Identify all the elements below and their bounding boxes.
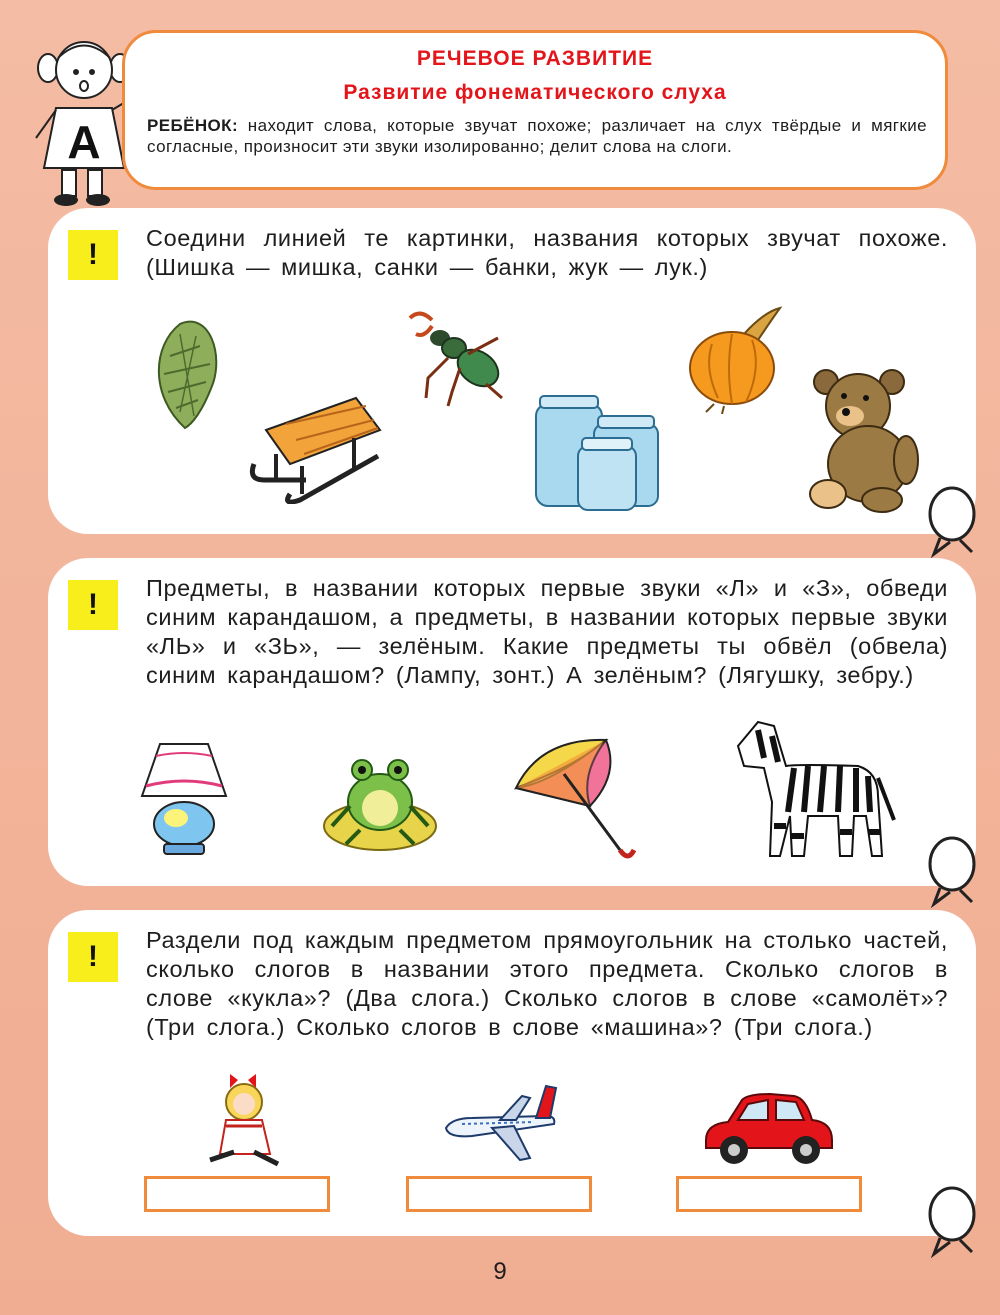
task-card-2	[48, 558, 976, 886]
umbrella-icon	[510, 734, 640, 864]
header-panel	[122, 30, 948, 190]
section-title: РЕЧЕВОЕ РАЗВИТИЕ	[416, 47, 654, 70]
mascot-letter: А	[67, 116, 101, 168]
airplane-icon	[442, 1076, 562, 1166]
exclamation-mark: !	[68, 230, 118, 280]
pinecone-icon	[140, 316, 230, 436]
child-label: РЕБЁНОК:	[147, 116, 239, 135]
speech-bubble-icon	[924, 1184, 984, 1260]
child-description: находит слова, которые звучат похоже; различает на слух твёрдые и мягкие согласные, произносит эти звуки изолированно; делит слова на слоги.	[147, 116, 927, 156]
task-text-2: Предметы, в названии которых первые звуки «Л» и «З», обведи синим карандашом, а предметы, в названии которых первые звуки «ЛЬ» и «ЗЬ», — зелёным. Какие предметы ты обвёл (обвела) синим карандашом? (Лампу, зонт.) А зелёным? (Лягушку, зебру.)	[146, 575, 948, 688]
task-card-3	[48, 910, 976, 1236]
task-card-1	[48, 208, 976, 534]
beetle-icon	[398, 308, 508, 408]
zebra-icon	[728, 716, 898, 866]
sled-icon	[246, 394, 396, 504]
jars-icon	[526, 394, 666, 514]
syllable-box-doll[interactable]	[144, 1176, 330, 1212]
task-text-3: Раздели под каждым предметом прямоугольник на столько частей, сколько слогов в названии этого предмета. Сколько слогов в слове «кукла»? (Два слога.) Сколько слогов в слове «самолёт»? (Три слога.) Сколько слогов в слове «машина»? (Три слога.)	[146, 927, 948, 1040]
syllable-box-airplane[interactable]	[406, 1176, 592, 1212]
task-text-1: Соедини линией те картинки, названия которых звучат похоже. (Шишка — мишка, санки — банки, жук — лук.)	[146, 225, 948, 280]
frog-icon	[320, 746, 440, 856]
car-icon	[698, 1090, 838, 1170]
section-subtitle: Развитие фонематического слуха	[343, 81, 727, 104]
lamp-icon	[134, 740, 234, 860]
onion-icon	[684, 304, 794, 414]
exclamation-mark: !	[68, 932, 118, 982]
child-skills-text	[147, 115, 927, 157]
doll-icon	[204, 1074, 284, 1174]
speech-bubble-icon	[924, 484, 984, 560]
syllable-box-car[interactable]	[676, 1176, 862, 1212]
exclamation-mark: !	[68, 580, 118, 630]
teddy-bear-icon	[806, 364, 926, 514]
page-number: 9	[493, 1258, 507, 1285]
speech-bubble-icon	[924, 834, 984, 910]
